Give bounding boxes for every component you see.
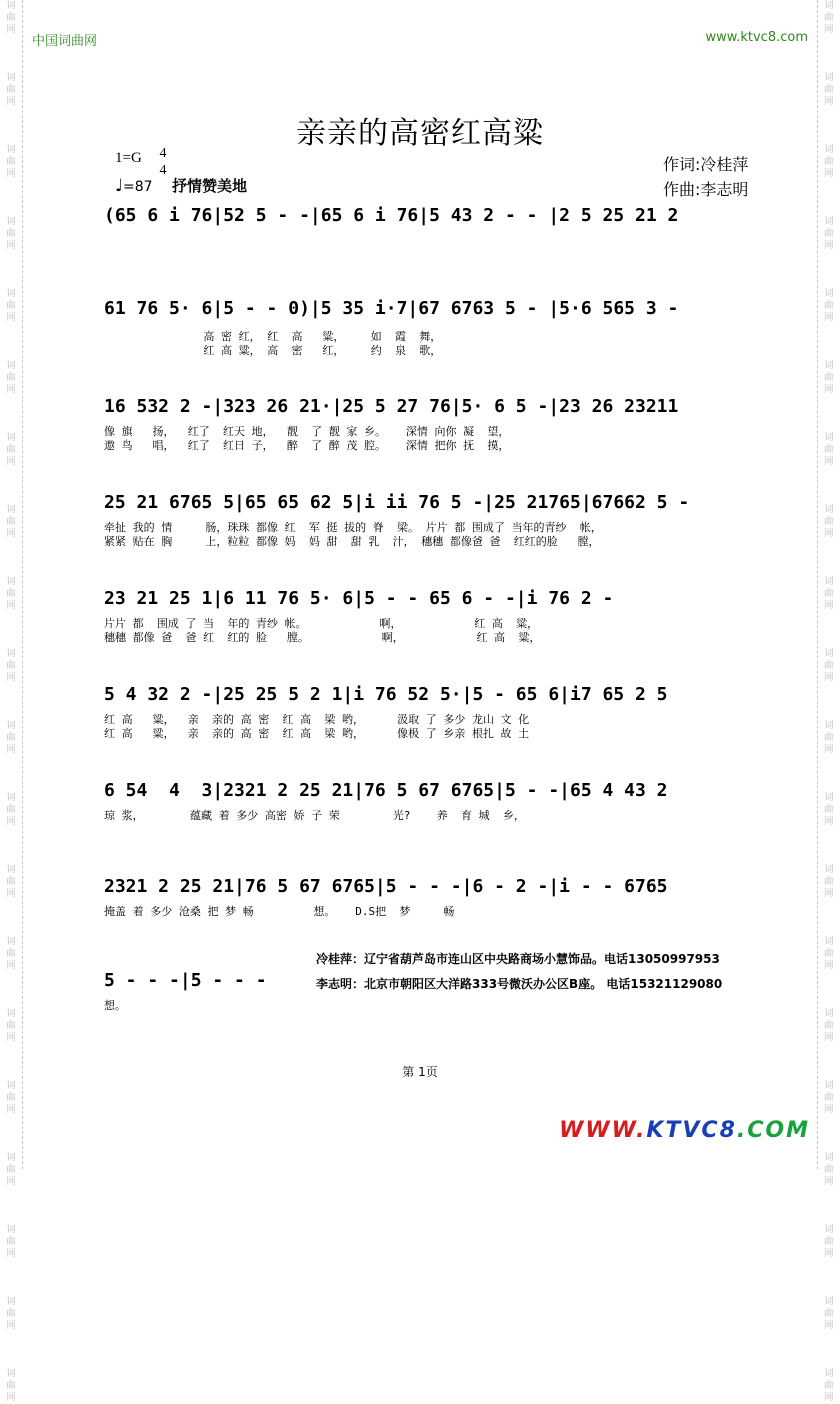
key-signature: 1=G [115, 150, 142, 166]
lyric-verse-1: 掩盖 着 多少 沧桑 把 梦 畅 想。 D.S把 梦 畅 [104, 905, 455, 918]
lyric-verse-2: 红 高 粱， 亲 亲的 高 密 红 高 梁 哟， 像极 了 乡亲 根扎 故 土 [104, 727, 530, 740]
lyric-verse-1: 琼 浆， 蕴藏 着 多少 高密 娇 子 荣 光? 养 育 城 乡， [104, 809, 525, 822]
meter-bottom: 4 [159, 163, 167, 178]
contact-composer: 李志明：北京市朝阳区大洋路333号微沃办公区B座。 电话15321129080 [316, 977, 723, 991]
contact-lyricist: 冷桂萍：辽宁省葫芦岛市连山区中央路商场小慧饰品。电话13050997953 [316, 952, 720, 966]
lyric-verse-2: 遨 鸟 唱， 红了 红日 子， 醉 了 醉 茂 腔。 深情 把你 抚 摸， [104, 439, 510, 452]
notation-line: (65 6 i 76|52 5 - -|65 6 i 76|5 43 2 - - |2 5 25 21 2 [104, 205, 679, 226]
tempo-value: =87 [123, 179, 153, 195]
score-line-4 [104, 492, 768, 587]
lyric-verse-2: 红 高 粱， 高 密 红， 约 泉 歌， [104, 344, 442, 357]
score-line-5 [104, 588, 768, 683]
site-logo[interactable] [559, 1118, 810, 1143]
notation-line: 5 4 32 2 -|25 25 5 2 1|i 76 52 5·|5 - 65 6|i7 65 2 5 [104, 684, 668, 705]
lyric-verse-1: 高 密 红， 红 高 粱， 如 霞 舞， [104, 330, 442, 343]
watermark-right: 词 曲 网 词 曲 网 词 曲 网 词 曲 网 词 曲 网 词 曲 网 词 曲 网 词 曲 网 词 曲 网 词 曲 网 词 曲 网 词 曲 网 词 曲 网 词 曲 网 词 曲 网 词 曲 网 词 曲 网 词 曲 网 词 曲 网 词 曲 网 [817, 0, 840, 1169]
time-signature [158, 145, 168, 179]
song-title: 亲亲的高密红高粱 [296, 116, 544, 151]
lyric-verse-2: 穗穗 都像 爸 爸 红 红的 脸 膛。 啊， 红 高 粱， [104, 631, 541, 644]
notation-line: 25 21 6765 5|65 65 62 5|i ii 76 5 -|25 21765|67662 5 - [104, 492, 690, 513]
expression-marking: 抒情赞美地 [172, 177, 248, 195]
notation-line: 5 - - -|5 - - - [104, 970, 267, 991]
notation-line: 16 532 2 -|323 26 21·|25 5 27 76|5· 6 5 -|23 26 23211 [104, 396, 679, 417]
site-name-left[interactable]: 中国词曲网 [32, 34, 98, 49]
notation-line: 61 76 5· 6|5 - - 0)|5 35 i·7|67 6763 5 - |5·6 565 3 - [104, 298, 679, 319]
lyric-verse-1: 片片 都 围成 了 当 年的 青纱 帐。 啊， 红 高 粱， [104, 617, 539, 630]
lyric-verse-1: 红 高 粱， 亲 亲的 高 密 红 高 梁 哟， 汲取 了 多少 龙山 文 化 [104, 713, 530, 726]
lyric-verse-1: 像 旗 扬， 红了 红天 地， 靓 了 靓 家 乡。 深情 向你 凝 望， [104, 425, 510, 438]
lyric-verse-1: 牵扯 我的 情 肠，珠珠 都像 红 军 挺 拔的 脊 梁。 片片 都 围成了 当年的青纱 帐， [104, 521, 602, 534]
meter-top: 4 [159, 146, 167, 161]
notation-line: 23 21 25 1|6 11 76 5· 6|5 - - 65 6 - -|i 76 2 - [104, 588, 614, 609]
score-line-3 [104, 396, 768, 491]
score-line-6 [104, 684, 768, 779]
lyricist-credit: 作词:冷桂萍 [663, 155, 749, 174]
logo-part-brand: KTVC8 [646, 1118, 737, 1143]
page-number: 第 1页 [402, 1065, 438, 1079]
tempo-marking [115, 176, 153, 196]
lyric-verse-1: 想。 [104, 999, 126, 1012]
lyric-verse-2: 紧紧 贴在 胸 上，粒粒 都像 妈 妈 甜 甜 乳 汁， 穗穗 都像爸 爸 红红的脸 膛， [104, 535, 600, 548]
logo-part-www: WWW. [559, 1118, 647, 1143]
quarter-note-icon: ♩ [115, 176, 124, 196]
composer-credit: 作曲:李志明 [663, 180, 749, 199]
site-url-right[interactable]: www.ktvc8.com [705, 30, 808, 45]
notation-line: 6 54 4 3|2321 2 25 21|76 5 67 6765|5 - -|65 4 43 2 [104, 780, 668, 801]
watermark-left: 词 曲 网 词 曲 网 词 曲 网 词 曲 网 词 曲 网 词 曲 网 词 曲 网 词 曲 网 词 曲 网 词 曲 网 词 曲 网 词 曲 网 词 曲 网 词 曲 网 词 曲 网 词 曲 网 词 曲 网 词 曲 网 词 曲 网 词 曲 网 [0, 0, 23, 1169]
notation-line: 2321 2 25 21|76 5 67 6765|5 - - -|6 - 2 -|i - - 6765 [104, 876, 668, 897]
score-line-9 [104, 970, 304, 1065]
score-line-7 [104, 780, 768, 875]
score-line-2 [104, 298, 768, 393]
logo-part-tld: .COM [736, 1118, 810, 1143]
score-line-1 [104, 205, 768, 300]
